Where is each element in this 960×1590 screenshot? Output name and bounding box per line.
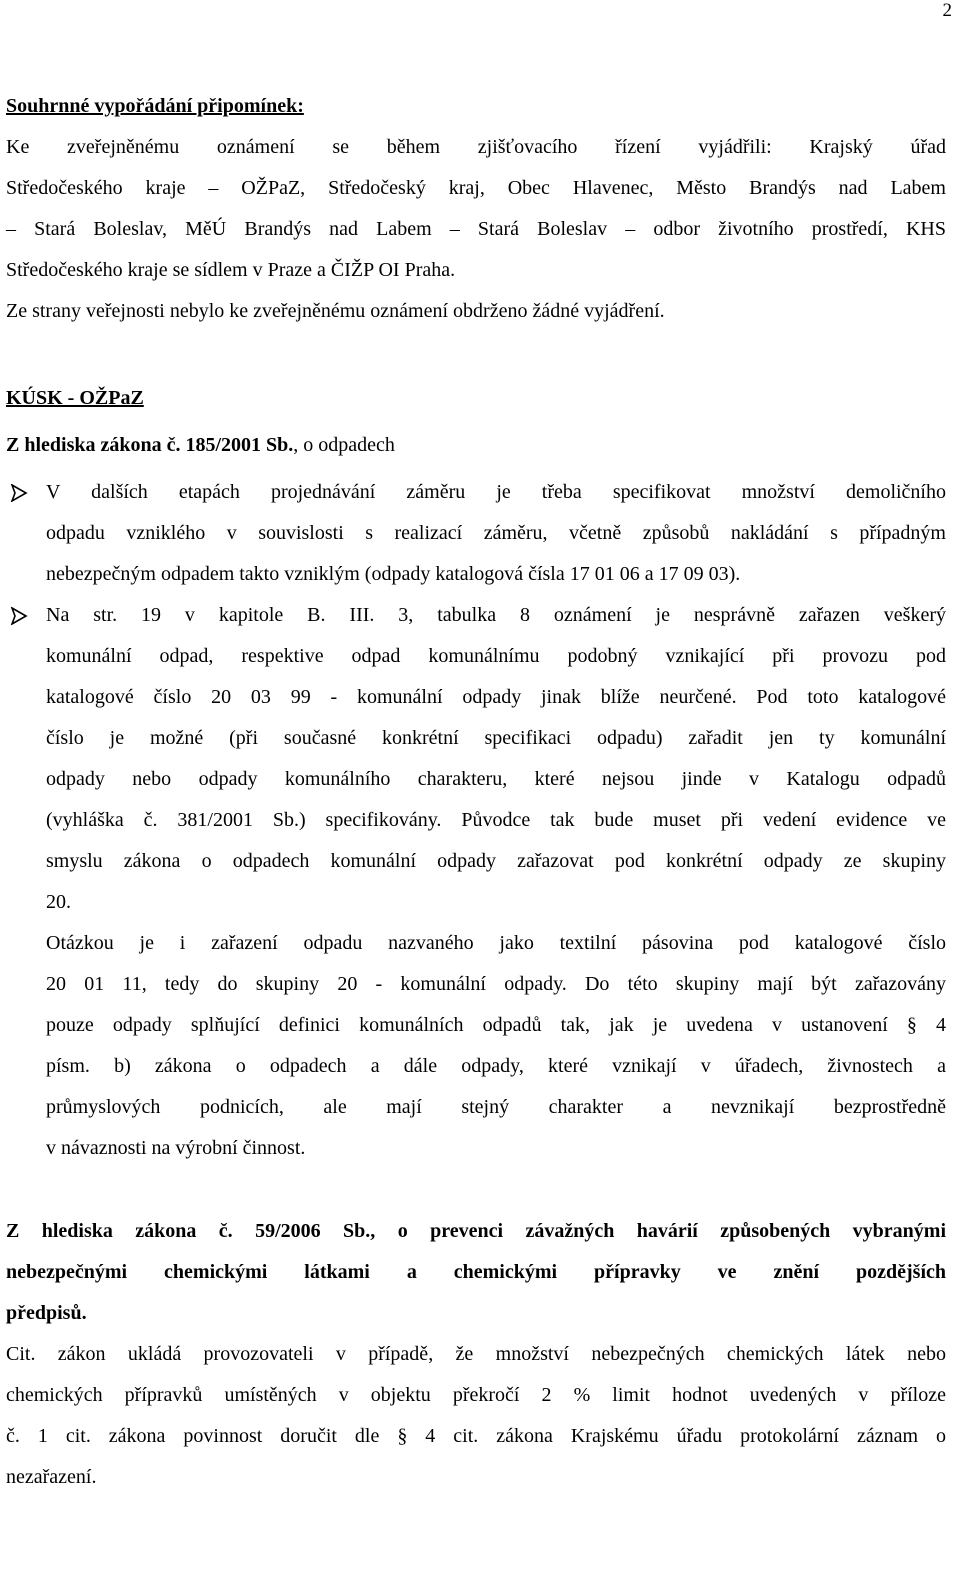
arrow-bullet-icon — [10, 595, 30, 636]
list-item — [6, 472, 946, 595]
summary-line: Ke zveřejněnému oznámení se během zjišťovacího řízení vyjádřili: Krajský úřad — [6, 136, 946, 158]
paragraph-line: Otázkou je i zařazení odpadu nazvaného jako textilní pásovina pod katalogové číslo — [46, 932, 946, 954]
paragraph-line: v návaznosti na výrobní činnost. — [46, 1137, 306, 1159]
law1-heading — [6, 425, 946, 466]
law2-heading-line: předpisů. — [6, 1302, 87, 1324]
law2-heading-line: Z hlediska zákona č. 59/2006 Sb., o prevenci závažných havárií způsobených vybranými — [6, 1220, 946, 1242]
list-item-line: 20. — [46, 891, 71, 913]
paragraph-line: č. 1 cit. zákona povinnost doručit dle § 4 cit. zákona Krajskému úřadu protokolární záznam o — [6, 1425, 946, 1447]
list-item — [6, 595, 946, 923]
law2-heading — [6, 1211, 946, 1334]
kusk-section — [6, 378, 946, 1498]
paragraph-line: nezařazení. — [6, 1466, 97, 1488]
list-item-line: odpadu vzniklého v souvislosti s realizací záměru, včetně způsobů nakládání s případným — [46, 522, 946, 544]
list-item-line: katalogové číslo 20 03 99 - komunální odpady jinak blíže neurčené. Pod toto katalogové — [46, 686, 946, 708]
summary-line: Středočeského kraje – OŽPaZ, Středočeský kraj, Obec Hlavenec, Město Brandýs nad Labem — [6, 177, 946, 199]
textile-paragraph — [6, 923, 946, 1169]
paragraph-line: 20 01 11, tedy do skupiny 20 - komunální odpady. Do této skupiny mají být zařazovány — [46, 973, 946, 995]
paragraph-line: písm. b) zákona o odpadech a dále odpady, které vznikají v úřadech, živnostech a — [46, 1055, 946, 1077]
list-item-line: číslo je možné (při současné konkrétní specifikaci odpadu) zařadit jen ty komunální — [46, 727, 946, 749]
summary-heading: Souhrnné vypořádání připomínek: — [6, 95, 304, 117]
summary-line: – Stará Boleslav, MěÚ Brandýs nad Labem – Stará Boleslav – odbor životního prostředí, KHS — [6, 218, 946, 240]
list-item-line: nebezpečným odpadem takto vzniklým (odpady katalogová čísla 17 01 06 a 17 09 03). — [46, 563, 741, 585]
list-item-line: V dalších etapách projednávání záměru je třeba specifikovat množství demoličního — [46, 481, 946, 503]
summary-line: Středočeského kraje se sídlem v Praze a ČIŽP OI Praha. — [6, 259, 456, 281]
list-item-line: odpady nebo odpady komunálního charakteru, které nejsou jinde v Katalogu odpadů — [46, 768, 946, 790]
document-body — [6, 86, 946, 1498]
arrow-bullet-icon — [10, 472, 30, 513]
law2-heading-line: nebezpečnými chemickými látkami a chemickými přípravky ve znění pozdějších — [6, 1261, 946, 1283]
law1-heading-bold: Z hlediska zákona č. 185/2001 Sb. — [6, 434, 294, 456]
paragraph-line: průmyslových podnicích, ale mají stejný charakter a nevznikají bezprostředně — [46, 1096, 946, 1118]
list-item-line: komunální odpad, respektive odpad komunálnímu podobný vznikající při provozu pod — [46, 645, 946, 667]
public-note: Ze strany veřejnosti nebylo ke zveřejněnému oznámení obdrženo žádné vyjádření. — [6, 300, 665, 322]
paragraph-line: pouze odpady splňující definici komunálních odpadů tak, jak je uvedena v ustanovení § 4 — [46, 1014, 946, 1036]
list-item-line: (vyhláška č. 381/2001 Sb.) specifikovány. Původce tak bude muset při vedení evidence ve — [46, 809, 946, 831]
summary-section — [6, 86, 946, 332]
list-item-line: smyslu zákona o odpadech komunální odpady zařazovat pod konkrétní odpady ze skupiny — [46, 850, 946, 872]
page-number: 2 — [942, 0, 952, 21]
list-item-line: Na str. 19 v kapitole B. III. 3, tabulka 8 oznámení je nesprávně zařazen veškerý — [46, 604, 946, 626]
paragraph-line: Cit. zákon ukládá provozovateli v případě, že množství nebezpečných chemických látek nebo — [6, 1343, 946, 1365]
law2-paragraph — [6, 1334, 946, 1498]
law1-heading-rest: , o odpadech — [293, 434, 395, 456]
paragraph-line: chemických přípravků umístěných v objektu překročí 2 % limit hodnot uvedených v příloze — [6, 1384, 946, 1406]
kusk-heading: KÚSK - OŽPaZ — [6, 387, 144, 409]
